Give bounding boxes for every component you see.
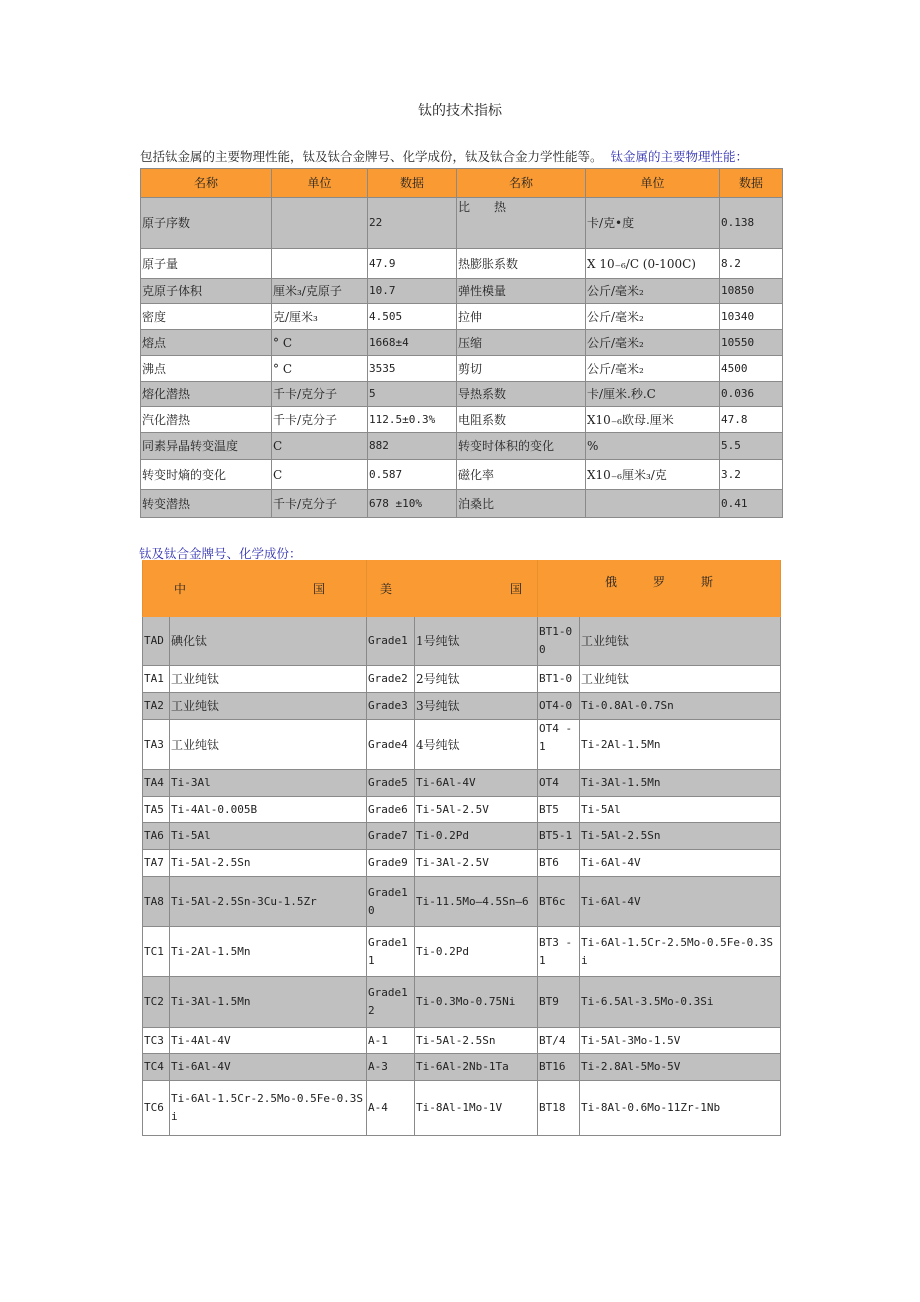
property-name: 熔点 xyxy=(141,330,272,356)
grades-header-row xyxy=(143,561,781,617)
usa-composition: Ti-0.2Pd xyxy=(415,823,538,850)
property-unit xyxy=(272,249,368,279)
usa-composition: Ti-5Al-2.5V xyxy=(415,797,538,823)
russia-grade: OT4 xyxy=(538,770,580,797)
property-name: 压缩 xyxy=(457,330,586,356)
china-composition: Ti-6Al-4V xyxy=(170,1054,367,1081)
property-name: 原子量 xyxy=(141,249,272,279)
russia-composition: Ti-0.8Al-0.7Sn xyxy=(580,693,781,720)
china-composition: 碘化钛 xyxy=(170,617,367,666)
property-unit: X10₋₆欧母.厘米 xyxy=(586,407,720,433)
russia-composition: Ti-6Al-4V xyxy=(580,850,781,877)
property-unit: 卡/厘米.秒.C xyxy=(586,382,720,407)
russia-grade: BT16 xyxy=(538,1054,580,1081)
china-grade: TC2 xyxy=(143,977,170,1028)
column-header: 数据 xyxy=(720,169,783,198)
russia-composition: Ti-5Al-3Mo-1.5V xyxy=(580,1028,781,1054)
property-name: 原子序数 xyxy=(141,198,272,249)
china-composition: 工业纯钛 xyxy=(170,720,367,770)
china-grade: TA6 xyxy=(143,823,170,850)
usa-grade: Grade9 xyxy=(367,850,415,877)
header-china-1: 中 xyxy=(174,581,187,596)
usa-composition: Ti-3Al-2.5V xyxy=(415,850,538,877)
physical-properties-table xyxy=(140,168,783,518)
table-row xyxy=(141,304,783,330)
property-unit: 卡/克•度 xyxy=(586,198,720,249)
column-header: 名称 xyxy=(457,169,586,198)
header-china-2: 国 xyxy=(312,581,325,596)
china-grade: TA5 xyxy=(143,797,170,823)
table-row xyxy=(141,460,783,490)
table-row xyxy=(143,877,781,927)
table-row xyxy=(141,433,783,460)
russia-composition: Ti-2.8Al-5Mo-5V xyxy=(580,1054,781,1081)
usa-grade: A-3 xyxy=(367,1054,415,1081)
property-unit: 公斤/毫米₂ xyxy=(586,279,720,304)
property-value: 10850 xyxy=(720,279,783,304)
usa-grade: Grade10 xyxy=(367,877,415,927)
china-grade: TC6 xyxy=(143,1081,170,1136)
usa-grade: Grade12 xyxy=(367,977,415,1028)
china-grade: TC4 xyxy=(143,1054,170,1081)
china-grade: TA2 xyxy=(143,693,170,720)
property-name: 热膨胀系数 xyxy=(457,249,586,279)
page-title: 钛的技术指标 xyxy=(418,103,502,119)
russia-grade: BT6 xyxy=(538,850,580,877)
property-unit: X10₋₆厘米₃/克 xyxy=(586,460,720,490)
russia-grade: BT5 xyxy=(538,797,580,823)
usa-grade: Grade5 xyxy=(367,770,415,797)
property-value: 882 xyxy=(368,433,457,460)
usa-composition: Ti-6Al-4V xyxy=(415,770,538,797)
usa-composition: Ti-8Al-1Mo-1V xyxy=(415,1081,538,1136)
table-row xyxy=(143,720,781,770)
intro-paragraph xyxy=(140,147,748,165)
property-unit: 千卡/克分子 xyxy=(272,490,368,518)
column-header: 单位 xyxy=(586,169,720,198)
property-name: 同素异晶转变温度 xyxy=(141,433,272,460)
property-value: 0.41 xyxy=(720,490,783,518)
table-row xyxy=(143,823,781,850)
column-header: 数据 xyxy=(368,169,457,198)
china-grade: TC3 xyxy=(143,1028,170,1054)
china-grade: TA1 xyxy=(143,666,170,693)
russia-composition: Ti-5Al xyxy=(580,797,781,823)
russia-composition: 工业纯钛 xyxy=(580,666,781,693)
china-composition: Ti-5Al-2.5Sn xyxy=(170,850,367,877)
property-name: 密度 xyxy=(141,304,272,330)
russia-composition: Ti-5Al-2.5Sn xyxy=(580,823,781,850)
usa-grade: Grade6 xyxy=(367,797,415,823)
usa-composition: Ti-6Al-2Nb-1Ta xyxy=(415,1054,538,1081)
usa-grade: Grade3 xyxy=(367,693,415,720)
property-value: 47.8 xyxy=(720,407,783,433)
table-row xyxy=(141,330,783,356)
property-name: 拉伸 xyxy=(457,304,586,330)
property-name: 磁化率 xyxy=(457,460,586,490)
intro-text: 包括钛金属的主要物理性能，钛及钛合金牌号、化学成份，钛及钛合金力学性能等。 xyxy=(140,149,603,164)
property-name: 导热系数 xyxy=(457,382,586,407)
property-unit: ° C xyxy=(272,330,368,356)
table-row xyxy=(143,617,781,666)
property-unit: % xyxy=(586,433,720,460)
china-composition: 工业纯钛 xyxy=(170,666,367,693)
property-unit: X 10₋₆/C (0-100C) xyxy=(586,249,720,279)
russia-grade: BT1-0 xyxy=(538,666,580,693)
usa-grade: Grade1 xyxy=(367,617,415,666)
property-value: 0.138 xyxy=(720,198,783,249)
physical-header-row xyxy=(141,169,783,198)
property-value: 22 xyxy=(368,198,457,249)
property-unit: 厘米₃/克原子 xyxy=(272,279,368,304)
usa-composition: 2号纯钛 xyxy=(415,666,538,693)
property-name: 沸点 xyxy=(141,356,272,382)
property-value: 5.5 xyxy=(720,433,783,460)
table-row xyxy=(143,1028,781,1054)
property-name: 转变时熵的变化 xyxy=(141,460,272,490)
header-usa-1: 美 xyxy=(380,581,393,596)
usa-grade: A-1 xyxy=(367,1028,415,1054)
property-value: 47.9 xyxy=(368,249,457,279)
column-header: 单位 xyxy=(272,169,368,198)
usa-grade: Grade2 xyxy=(367,666,415,693)
russia-composition: Ti-6Al-1.5Cr-2.5Mo-0.5Fe-0.3Si xyxy=(580,927,781,977)
russia-grade: BT18 xyxy=(538,1081,580,1136)
property-value: 4500 xyxy=(720,356,783,382)
china-composition: 工业纯钛 xyxy=(170,693,367,720)
china-grade: TA4 xyxy=(143,770,170,797)
table-row xyxy=(141,407,783,433)
column-header: 名称 xyxy=(141,169,272,198)
china-grade: TC1 xyxy=(143,927,170,977)
section-grades-heading: 钛及钛合金牌号、化学成份： xyxy=(139,546,302,561)
usa-composition: Ti-0.3Mo-0.75Ni xyxy=(415,977,538,1028)
russia-grade: OT4 -1 xyxy=(538,720,580,770)
russia-composition: Ti-6.5Al-3.5Mo-0.3Si xyxy=(580,977,781,1028)
property-value: 10340 xyxy=(720,304,783,330)
china-composition: Ti-4Al-0.005B xyxy=(170,797,367,823)
usa-composition: Ti-0.2Pd xyxy=(415,927,538,977)
property-value: 678 ±10% xyxy=(368,490,457,518)
property-name: 转变时体积的变化 xyxy=(457,433,586,460)
russia-grade: BT3 -1 xyxy=(538,927,580,977)
table-row xyxy=(143,1081,781,1136)
china-grade: TA7 xyxy=(143,850,170,877)
property-value: 3535 xyxy=(368,356,457,382)
table-row xyxy=(143,693,781,720)
property-value: 8.2 xyxy=(720,249,783,279)
property-name: 电阻系数 xyxy=(457,407,586,433)
usa-composition: 1号纯钛 xyxy=(415,617,538,666)
table-row xyxy=(143,927,781,977)
property-value: 112.5±0.3% xyxy=(368,407,457,433)
usa-composition: 4号纯钛 xyxy=(415,720,538,770)
property-unit: C xyxy=(272,433,368,460)
table-row xyxy=(143,666,781,693)
property-unit xyxy=(586,490,720,518)
property-name: 熔化潜热 xyxy=(141,382,272,407)
russia-composition: Ti-2Al-1.5Mn xyxy=(580,720,781,770)
property-unit: 公斤/毫米₂ xyxy=(586,304,720,330)
china-grade: TA3 xyxy=(143,720,170,770)
property-name: 弹性模量 xyxy=(457,279,586,304)
property-unit: C xyxy=(272,460,368,490)
property-unit xyxy=(272,198,368,249)
property-value: 10550 xyxy=(720,330,783,356)
china-composition: Ti-3Al xyxy=(170,770,367,797)
china-composition: Ti-6Al-1.5Cr-2.5Mo-0.5Fe-0.3Si xyxy=(170,1081,367,1136)
property-value: 0.587 xyxy=(368,460,457,490)
usa-composition: Ti-5Al-2.5Sn xyxy=(415,1028,538,1054)
property-unit: ° C xyxy=(272,356,368,382)
property-value: 3.2 xyxy=(720,460,783,490)
property-name: 克原子体积 xyxy=(141,279,272,304)
russia-grade: BT5-1 xyxy=(538,823,580,850)
property-unit: 公斤/毫米₂ xyxy=(586,356,720,382)
property-name: 转变潜热 xyxy=(141,490,272,518)
usa-grade: Grade7 xyxy=(367,823,415,850)
russia-grade: BT9 xyxy=(538,977,580,1028)
property-name: 汽化潜热 xyxy=(141,407,272,433)
russia-composition: 工业纯钛 xyxy=(580,617,781,666)
property-value: 5 xyxy=(368,382,457,407)
table-row xyxy=(141,249,783,279)
china-grade: TA8 xyxy=(143,877,170,927)
usa-composition: 3号纯钛 xyxy=(415,693,538,720)
usa-composition: Ti-11.5Mo—4.5Sn—6 xyxy=(415,877,538,927)
table-row xyxy=(143,1054,781,1081)
china-composition: Ti-3Al-1.5Mn xyxy=(170,977,367,1028)
property-unit: 千卡/克分子 xyxy=(272,407,368,433)
section-physical-heading: 钛金属的主要物理性能： xyxy=(610,149,749,164)
property-name: 泊桑比 xyxy=(457,490,586,518)
property-unit: 公斤/毫米₂ xyxy=(586,330,720,356)
header-china xyxy=(143,561,367,617)
property-value: 4.505 xyxy=(368,304,457,330)
grades-table xyxy=(142,560,781,1136)
table-row xyxy=(143,977,781,1028)
table-row xyxy=(141,490,783,518)
property-unit: 克/厘米₃ xyxy=(272,304,368,330)
table-row xyxy=(141,382,783,407)
russia-grade: BT6c xyxy=(538,877,580,927)
property-value: 10.7 xyxy=(368,279,457,304)
russia-grade: OT4-0 xyxy=(538,693,580,720)
china-composition: Ti-5Al xyxy=(170,823,367,850)
table-row xyxy=(141,279,783,304)
russia-composition: Ti-6Al-4V xyxy=(580,877,781,927)
property-unit: 千卡/克分子 xyxy=(272,382,368,407)
usa-grade: A-4 xyxy=(367,1081,415,1136)
russia-grade: BT/4 xyxy=(538,1028,580,1054)
header-usa xyxy=(367,561,538,617)
china-grade: TAD xyxy=(143,617,170,666)
table-row xyxy=(143,797,781,823)
china-composition: Ti-4Al-4V xyxy=(170,1028,367,1054)
table-row xyxy=(141,356,783,382)
russia-grade: BT1-00 xyxy=(538,617,580,666)
table-row xyxy=(143,770,781,797)
header-russia: 俄 罗 斯 xyxy=(538,561,781,617)
china-composition: Ti-5Al-2.5Sn-3Cu-1.5Zr xyxy=(170,877,367,927)
property-name: 剪切 xyxy=(457,356,586,382)
table-row xyxy=(141,198,783,249)
china-composition: Ti-2Al-1.5Mn xyxy=(170,927,367,977)
usa-grade: Grade4 xyxy=(367,720,415,770)
header-usa-2: 国 xyxy=(509,581,522,596)
property-value: 0.036 xyxy=(720,382,783,407)
russia-composition: Ti-8Al-0.6Mo-11Zr-1Nb xyxy=(580,1081,781,1136)
usa-grade: Grade11 xyxy=(367,927,415,977)
property-name: 比 热 xyxy=(457,198,586,249)
property-value: 1668±4 xyxy=(368,330,457,356)
table-row xyxy=(143,850,781,877)
russia-composition: Ti-3Al-1.5Mn xyxy=(580,770,781,797)
